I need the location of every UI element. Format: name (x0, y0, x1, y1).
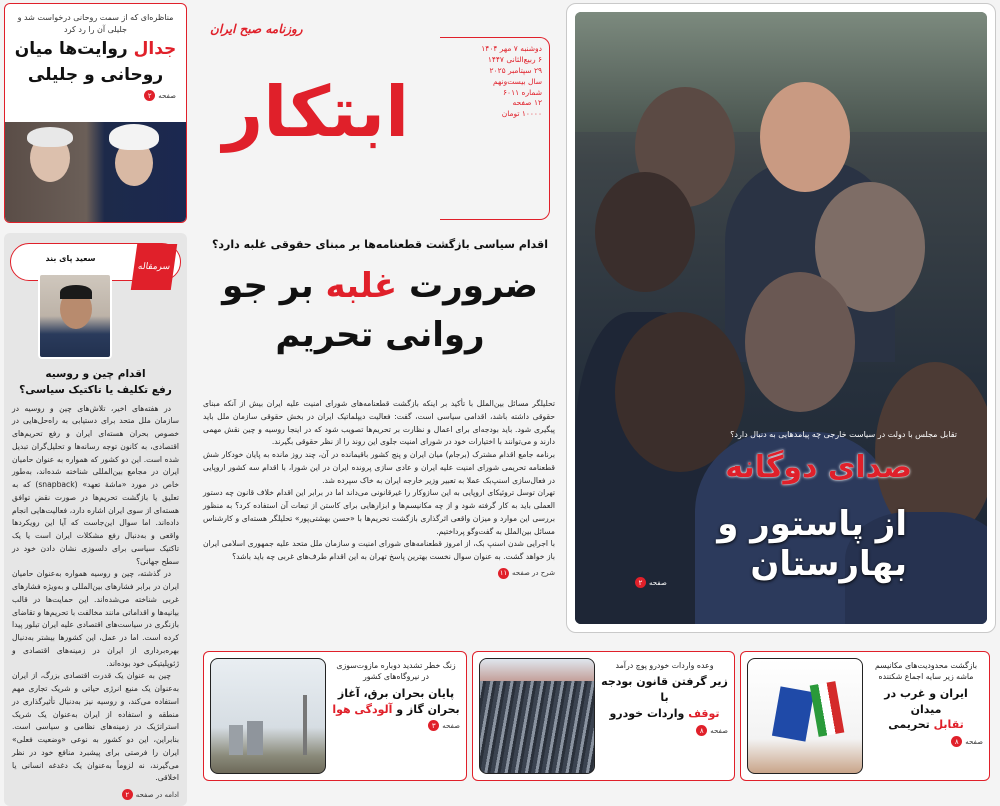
bottom-kicker: بازگشت محدودیت‌های مکانیسم ماشه زیر سایه اجماع شکننده (874, 661, 978, 682)
headline-red: غلبه (325, 266, 398, 306)
main-paragraph: تهران توسل تروئیکای اروپایی به این سازوکار را غیرقانونی می‌داند اما در برابر این اقدام خلاف قانون چه دستور العملی باید به کار گرفته شود و از چه مکانیسم‌ها و ابزارهایی برای کاستن از تبعات آن استفاده کرد؟ به منظور بررسی این موارد و میزان واقعی اثرگذاری بازگشت تحریم‌ها با «حسن بهشتی‌پور» تحلیلگر هسته‌ای و کارشناس مسائل بین‌الملل به گفت‌وگو پرداختیم. (203, 488, 555, 536)
editorial-paragraph: چین به عنوان یک قدرت اقتصادی بزرگ، از ایران به‌عنوان یک منبع انرژی حیاتی و شریک تجاری مهم استفاده می‌کند، و روسیه نیز به‌دنبال تأثیرگذاری در منطقه و استفاده از ایران به‌عنوان یک شریک استراتژیک در زمینه‌های نظامی و سیاسی است. بنابراین، این دو کشور به نوعی «وضعیت فعلی» ایران را فرصتی برای پیشبرد منافع خود در نظر می‌گیرند، نه لزوماً به‌عنوان یک دغدغه انسانی یا اخلاقی. (12, 671, 179, 783)
editorial-continue-link[interactable] (12, 789, 179, 800)
page-label: صفحه (965, 737, 983, 746)
headline-part: پایان بحران برق، آغاز بحران گاز و (337, 686, 460, 716)
editorial-column (4, 233, 187, 806)
continue-label: ادامه در صفحه (135, 790, 179, 799)
issue-number: شماره ۶۰۱۱ (503, 87, 542, 97)
teaser-headline-red: جدال (133, 39, 177, 60)
page-number: ۸ (696, 725, 707, 736)
bottom-page-ref[interactable] (332, 720, 460, 731)
page-label: صفحه (649, 578, 667, 587)
editorial-tag: سرمقاله (131, 244, 177, 290)
bottom-headline (601, 674, 728, 722)
editorial-paragraph: در گذشته، چین و روسیه همواره به‌عنوان حامیان ایران در برابر فشارهای بین‌المللی و به‌ویژه فشارهای غربی شناخته می‌شده‌اند. این حمایت‌ها در قالب بیانیه‌ها و اقداماتی مانند مخالفت با تحریم‌ها و تقاضای بازنگری در سیاست‌های اقتصادی علیه ایران تبلور پیدا کرده است. اما در عمل، این کشورها بیشتر به‌دنبال بهره‌برداری از ایران در زمینه‌های اقتصادی و ژئوپلیتیکی خود بوده‌اند. (12, 569, 179, 668)
page-number: ۲ (122, 789, 133, 800)
page-count: ۱۲ صفحه (512, 98, 542, 108)
main-body (203, 398, 555, 580)
page-number: ۲ (144, 90, 155, 101)
bottom-page-ref[interactable] (869, 736, 983, 747)
photo-kicker: تقابل مجلس با دولت در سیاست خارجی چه پیامدهایی به دنبال دارد؟ (730, 430, 957, 439)
issue-year: سال بیست‌ونهم (493, 76, 542, 86)
newspaper-logo: ابتکار (222, 71, 410, 153)
bottom-kicker: وعده واردات خودرو پوچ درآمد (615, 661, 714, 670)
bottom-story-sanctions[interactable] (740, 651, 990, 781)
main-headline[interactable] (200, 262, 560, 361)
power-plant-image (210, 658, 326, 774)
page-label: صفحه (158, 91, 176, 100)
bottom-story-cars[interactable] (472, 651, 735, 781)
teaser-page-ref[interactable] (5, 90, 176, 101)
page-label: صفحه (442, 721, 460, 730)
headline-line2: روانی تحریم (275, 315, 485, 356)
teaser-headline-rest: روایت‌ها میان (14, 39, 134, 60)
page-number: ۳ (428, 720, 439, 731)
teaser-photo (5, 122, 186, 222)
teaser-box[interactable] (4, 3, 187, 223)
bottom-headline (332, 686, 460, 718)
editorial-body (12, 403, 179, 786)
bottom-story-power[interactable] (203, 651, 467, 781)
issue-date-hijri: ۶ ربیع‌الثانی ۱۴۴۷ (487, 54, 542, 64)
photo-page-ref[interactable] (635, 577, 667, 588)
issue-info-box (440, 37, 550, 220)
author-photo (38, 273, 112, 359)
bottom-headline (869, 686, 983, 734)
headline-red: تقابل (933, 718, 964, 732)
editorial-title[interactable] (12, 366, 179, 399)
editorial-author: سعید پای بند (45, 254, 96, 263)
teaser-headline[interactable] (5, 37, 186, 88)
issue-date: دوشنبه ۷ مهر ۱۴۰۴ (481, 44, 542, 53)
headline-red: آلودگی هوا (332, 702, 393, 716)
editorial-paragraph: در هفته‌های اخیر، تلاش‌های چین و روسیه در سازمان ملل متحد برای دستیابی به راه‌حل‌هایی در خصوص بحران هسته‌ای ایران و رفع تحریم‌های اقتصادی، به کانون توجه رسانه‌ها و تحلیل‌گران تبدیل شده است. این دو کشور که همواره به عنوان حامیان ایران در مجامع بین‌المللی شناخته شده‌اند، به‌طور خاص در مورد «ماشهٔ تعهد» (snapback) که به تعلیق یا بازگشت تحریم‌ها در صورت نقض توافق هسته‌ای از سوی ایران اشاره دارد، فعالیت‌هایی انجام داده‌اند. اما سوال این‌جاست که آیا این رویکردها واقعی و به‌دنبال رفع مشکلات ایران است یا یک تاکتیک سیاسی برای دلسوزی نشان دادن خود در سطح جهانی؟ (12, 403, 179, 566)
bottom-kicker: زنگ خطر تشدید دوباره مازوت‌سوزی در نیروگاه‌های کشور (336, 661, 456, 682)
main-more-link[interactable] (203, 568, 555, 580)
page-label: صفحه (710, 726, 728, 735)
price: ۱۰۰۰۰ تومان (501, 109, 542, 119)
issue-date-gregorian: ۲۹ سپتامبر ۲۰۲۵ (489, 65, 542, 75)
page-number: ۱۱ (498, 568, 509, 579)
more-label: شرح در صفحه (512, 568, 555, 577)
masthead (200, 0, 555, 225)
parliament-photo (575, 12, 987, 624)
headline-red: توقف (688, 707, 720, 721)
editorial-title-line2: رفع تکلیف یا تاکتیک سیاسی؟ (19, 384, 172, 397)
page-number: ۸ (951, 736, 962, 747)
teaser-kicker: مناظره‌ای که از سمت روحانی درخواست شد و جلیلی آن را رد کرد (17, 13, 174, 34)
photo-story[interactable] (566, 3, 996, 633)
main-paragraph: با اجرایی شدن اسنپ بک، از امروز قطعنامه‌های شورای امنیت و سازمان ملل متحد علیه جمهوری اسلامی ایران باز خواهد گشت. به عنوان سوال نخست بهترین پاسخ تهران به این اقدام طرف‌های غربی چه باید باشد؟ (203, 539, 555, 561)
main-paragraph: برنامه جامع اقدام مشترک (برجام) میان ایران و پنج کشور باقیمانده در آن، چند روز مانده به پایان خودکار شش قطعنامه تحریمی شورای امنیت علیه ایران و عادی سازی پرونده ایران در این شورا، با اقدام سه کشور اروپایی در فعال‌سازی اسنپ‌بک عملا به تعبیر وزیر خارجه ایران به خاک سپرده شد. (203, 450, 555, 485)
teaser-headline-line2: روحانی و جلیلی (27, 64, 164, 85)
headline-part: ضرورت (397, 266, 538, 306)
headline-part: ایران و غرب در میدان (884, 686, 968, 716)
iran-flag-icon (810, 681, 845, 737)
newspaper-tagline: روزنامه صبح ایران (210, 22, 303, 36)
headline-part: زیر گرفتن قانون بودجه با (601, 675, 728, 705)
page-number: ۲ (635, 577, 646, 588)
headline-part: بر جو (222, 266, 326, 306)
photo-headline-white: از پاستور و بهارستان (717, 504, 907, 584)
main-kicker: اقدام سیاسی بازگشت قطعنامه‌ها بر مبنای حقوقی غلبه دارد؟ (212, 238, 548, 251)
editorial-title-line1: اقدام چین و روسیه (45, 368, 146, 380)
photo-headline-red: صدای دوگانه (725, 450, 912, 485)
main-paragraph: تحلیلگر مسائل بین‌الملل با تأکید بر اینکه بازگشت قطعنامه‌های شورای امنیت علیه ایران بیش از آنکه مبنای حقوقی داشته باشد، اقدامی سیاسی است، گفت: فعالیت دیپلماتیک ایران در بخش حقوقی سازمان ملل باید پیگیری شود. باید بودجه‌ای برای اعمال و نظارت بر تحریم‌ها تصویب شود که در اینجا روسیه و چین نقش مهمی دارند و می‌توانند با اختیارات خود در شورای امنیت جلوی این روند را از نظر حقوقی بگیرند. (203, 399, 555, 447)
headline-part: تحریمی (888, 718, 934, 732)
headline-part: واردات خودرو (609, 707, 689, 721)
bottom-page-ref[interactable] (601, 725, 728, 736)
eu-flag-icon (772, 686, 814, 741)
flags-image (747, 658, 863, 774)
car-port-image (479, 658, 595, 774)
